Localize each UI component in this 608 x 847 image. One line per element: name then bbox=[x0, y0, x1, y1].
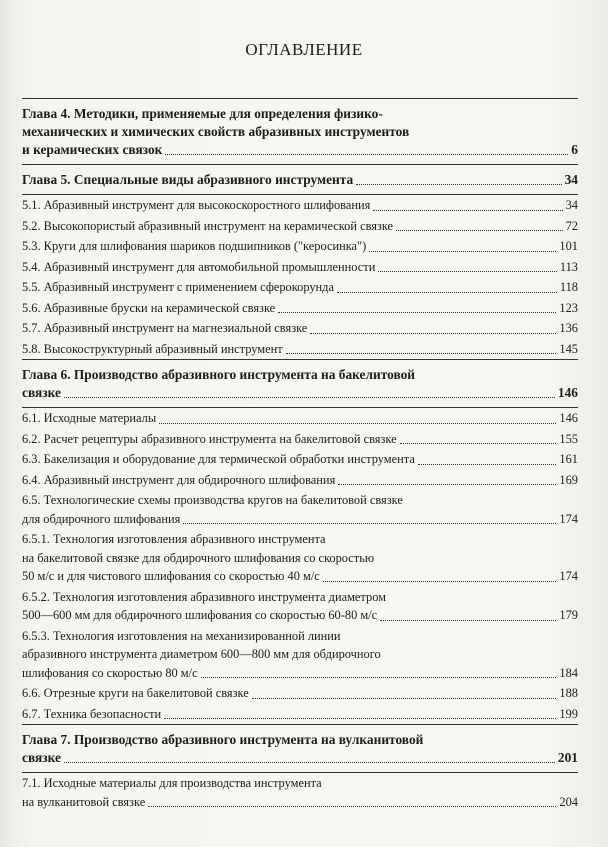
chapter-title-line: механических и химических свойств абразивных инструментов bbox=[22, 124, 410, 139]
section-entry[interactable] bbox=[22, 257, 578, 278]
section-title: 6.7. Техника безопасности bbox=[22, 706, 162, 721]
section-last-line bbox=[22, 684, 578, 703]
section-page-number: 199 bbox=[559, 706, 578, 721]
section-last-line bbox=[22, 340, 578, 359]
section-last-line bbox=[22, 450, 578, 469]
subsection-entry[interactable] bbox=[22, 626, 578, 684]
subsection-title-line: на бакелитовой связке для обдирочного шлифования со скоростью bbox=[22, 550, 375, 565]
section-page-number: 161 bbox=[559, 452, 578, 466]
section-page-number: 204 bbox=[559, 794, 578, 809]
page-title: ОГЛАВЛЕНИЕ bbox=[245, 40, 363, 59]
dot-leader bbox=[64, 762, 555, 763]
subsection-title-line: 6.5.2. Технология изготовления абразивного инструмента диаметром bbox=[22, 589, 386, 604]
section-title: на вулканитовой связке bbox=[22, 794, 146, 809]
section-last-line bbox=[22, 237, 578, 256]
section-last-line bbox=[22, 278, 578, 297]
chapter-last-line bbox=[22, 171, 578, 189]
chapter-page-number: 6 bbox=[571, 142, 578, 157]
section-last-line bbox=[22, 196, 578, 215]
section-entry[interactable] bbox=[22, 470, 578, 491]
chapter-title: Глава 5. Специальные виды абразивного инструмента bbox=[22, 172, 354, 187]
dot-leader bbox=[338, 484, 556, 485]
chapter-last-line bbox=[22, 384, 578, 402]
chapter-heading bbox=[22, 360, 578, 407]
dot-leader bbox=[400, 443, 557, 444]
section-title: 6.3. Бакелизация и оборудование для термической обработки инструмента bbox=[22, 452, 415, 466]
dot-leader bbox=[380, 620, 556, 621]
section-title: 6.4. Абразивный инструмент для обдирочного шлифования bbox=[22, 472, 336, 487]
section-entry[interactable] bbox=[22, 408, 578, 429]
section-last-line bbox=[22, 430, 578, 449]
section-page-number: 146 bbox=[559, 411, 578, 425]
section-page-number: 101 bbox=[559, 239, 578, 253]
dot-leader bbox=[164, 718, 556, 719]
dot-leader bbox=[148, 806, 556, 807]
subsection-page-number: 174 bbox=[559, 569, 578, 583]
chapter-title: связке bbox=[22, 750, 61, 765]
subsection-title-line: абразивного инструмента диаметром 600—800 мм для обдирочного bbox=[22, 647, 381, 661]
chapter-heading bbox=[22, 99, 578, 164]
section-entry[interactable] bbox=[22, 339, 578, 360]
section-title: 6.1. Исходные материалы bbox=[22, 411, 157, 425]
section-title-line: 7.1. Исходные материалы для производства инструмента bbox=[22, 776, 322, 790]
section-last-line bbox=[22, 319, 578, 338]
section-title: 5.5. Абразивный инструмент с применением сферокорунда bbox=[22, 280, 334, 294]
chapter-title-line: Глава 6. Производство абразивного инструмента на бакелитовой bbox=[22, 367, 416, 382]
section-title: 5.3. Круги для шлифования шариков подшипников ("керосинка") bbox=[22, 239, 367, 253]
subsection-title: шлифования со скоростью 80 м/с bbox=[22, 665, 198, 680]
chapter-page-number: 34 bbox=[564, 172, 578, 187]
chapter-heading bbox=[22, 725, 578, 772]
section-entry[interactable] bbox=[22, 773, 578, 812]
subsection-title-line: 6.5.3. Технология изготовления на механизированной линии bbox=[22, 628, 341, 643]
section-last-line bbox=[22, 793, 578, 812]
dot-leader bbox=[183, 523, 556, 524]
chapter-last-line bbox=[22, 141, 578, 159]
section-title: 5.4. Абразивный инструмент для автомобильной промышленности bbox=[22, 259, 376, 274]
dot-leader bbox=[159, 423, 556, 424]
dot-leader bbox=[286, 353, 557, 354]
section-page-number: 188 bbox=[559, 686, 578, 700]
chapter-title: связке bbox=[22, 385, 61, 400]
chapter-title-line: Глава 4. Методики, применяемые для определения физико- bbox=[22, 106, 383, 121]
chapter-heading bbox=[22, 165, 578, 194]
dot-leader bbox=[356, 184, 561, 185]
section-entry[interactable] bbox=[22, 277, 578, 298]
subsection-title: 500—600 мм для обдирочного шлифования со скоростью 60-80 м/с bbox=[22, 608, 378, 622]
section-last-line bbox=[22, 510, 578, 529]
section-entry[interactable] bbox=[22, 298, 578, 319]
section-title-line: 6.5. Технологические схемы производства кругов на бакелитовой связке bbox=[22, 493, 403, 507]
subsection-title: 50 м/с и для чистового шлифования со скоростью 40 м/с bbox=[22, 569, 320, 583]
section-title: 5.1. Абразивный инструмент для высокоскоростного шлифования bbox=[22, 198, 371, 212]
dot-leader bbox=[337, 292, 557, 293]
subsection-title-line: 6.5.1. Технология изготовления абразивного инструмента bbox=[22, 532, 326, 546]
section-entry[interactable] bbox=[22, 429, 578, 450]
section-title: 5.7. Абразивный инструмент на магнезиальной связке bbox=[22, 321, 308, 335]
section-entry[interactable] bbox=[22, 683, 578, 704]
section-title: 6.2. Расчет рецептуры абразивного инструмента на бакелитовой связке bbox=[22, 431, 397, 446]
chapter-entry[interactable] bbox=[22, 730, 578, 768]
section-page-number: 118 bbox=[559, 280, 578, 294]
section-title: 5.6. Абразивные бруски на керамической связке bbox=[22, 300, 276, 315]
chapter-page-number: 201 bbox=[557, 750, 578, 765]
chapter-last-line bbox=[22, 749, 578, 767]
section-entry[interactable] bbox=[22, 449, 578, 470]
section-page-number: 169 bbox=[559, 472, 578, 487]
section-last-line bbox=[22, 705, 578, 724]
dot-leader bbox=[418, 464, 557, 465]
section-entry[interactable] bbox=[22, 216, 578, 237]
section-last-line bbox=[22, 217, 578, 236]
subsection-entry[interactable] bbox=[22, 587, 578, 626]
section-page-number: 174 bbox=[559, 511, 578, 526]
section-page-number: 155 bbox=[559, 431, 578, 446]
dot-leader bbox=[323, 581, 557, 582]
chapter-entry[interactable] bbox=[22, 365, 578, 403]
chapter-page-number: 146 bbox=[557, 385, 578, 400]
section-last-line bbox=[22, 258, 578, 277]
section-page-number: 72 bbox=[565, 218, 578, 233]
subsection-page-number: 184 bbox=[559, 665, 578, 680]
subsection-entry[interactable] bbox=[22, 529, 578, 587]
dot-leader bbox=[378, 271, 557, 272]
dot-leader bbox=[165, 154, 568, 155]
section-last-line bbox=[22, 409, 578, 428]
section-entry[interactable] bbox=[22, 490, 578, 529]
section-title: для обдирочного шлифования bbox=[22, 511, 181, 526]
section-last-line bbox=[22, 299, 578, 318]
dot-leader bbox=[396, 230, 563, 231]
dot-leader bbox=[310, 333, 556, 334]
section-page-number: 136 bbox=[559, 321, 578, 335]
table-of-contents bbox=[22, 98, 578, 812]
subsection-last-line bbox=[22, 606, 578, 625]
section-entry[interactable] bbox=[22, 236, 578, 257]
dot-leader bbox=[278, 312, 556, 313]
chapter-title: и керамических связок bbox=[22, 142, 163, 157]
section-title: 5.2. Высокопористый абразивный инструмент на керамической связке bbox=[22, 218, 394, 233]
section-title: 6.6. Отрезные круги на бакелитовой связке bbox=[22, 686, 249, 700]
section-entry[interactable] bbox=[22, 195, 578, 216]
section-last-line bbox=[22, 471, 578, 490]
chapter-entry[interactable] bbox=[22, 104, 578, 160]
chapter-title-line: Глава 7. Производство абразивного инструмента на вулканитовой bbox=[22, 732, 424, 747]
section-page-number: 113 bbox=[559, 259, 578, 274]
dot-leader bbox=[201, 677, 557, 678]
subsection-last-line bbox=[22, 664, 578, 683]
section-page-number: 34 bbox=[565, 198, 578, 212]
subsection-last-line bbox=[22, 567, 578, 586]
section-page-number: 145 bbox=[559, 341, 578, 356]
section-entry[interactable] bbox=[22, 704, 578, 725]
subsection-page-number: 179 bbox=[559, 608, 578, 622]
dot-leader bbox=[369, 251, 556, 252]
dot-leader bbox=[373, 210, 562, 211]
section-entry[interactable] bbox=[22, 318, 578, 339]
section-title: 5.8. Высокоструктурный абразивный инструмент bbox=[22, 341, 283, 356]
chapter-entry[interactable] bbox=[22, 170, 578, 190]
dot-leader bbox=[64, 397, 555, 398]
section-page-number: 123 bbox=[559, 300, 578, 315]
dot-leader bbox=[252, 698, 557, 699]
